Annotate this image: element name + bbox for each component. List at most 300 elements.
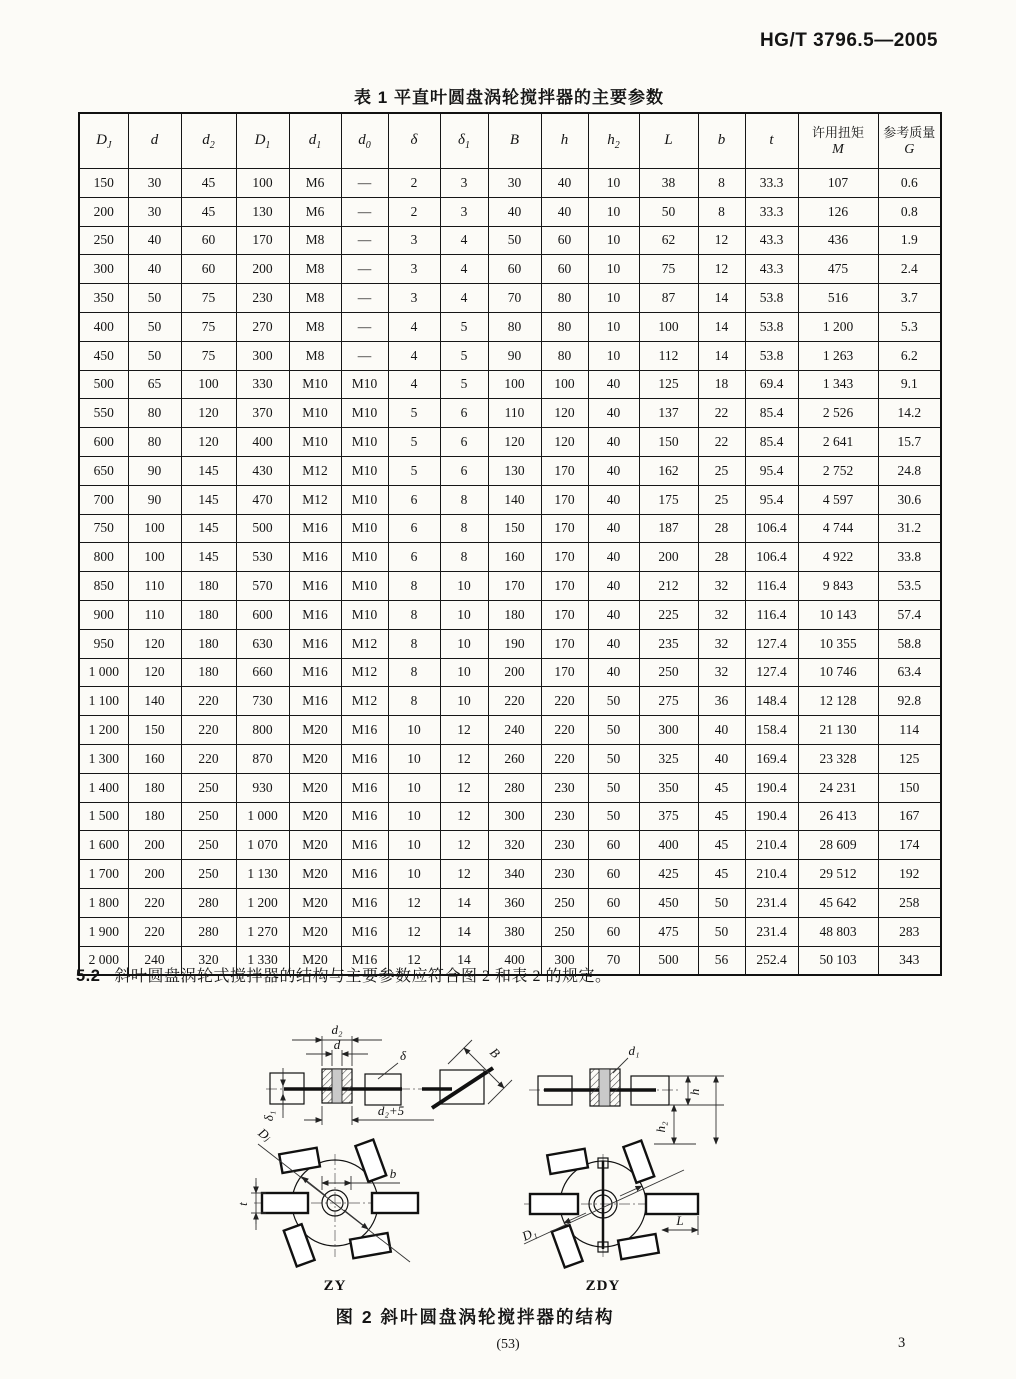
table-cell: 220 xyxy=(181,716,236,745)
table-cell: 170 xyxy=(541,629,588,658)
table-cell: 3.7 xyxy=(878,284,941,313)
table-cell: 280 xyxy=(181,917,236,946)
col-header-mass: 参考质量 G xyxy=(878,113,941,169)
table-cell: 9 843 xyxy=(798,572,878,601)
table-cell: 126 xyxy=(798,197,878,226)
table-cell: 4 xyxy=(440,226,488,255)
table-cell: 120 xyxy=(128,629,181,658)
table-cell: 50 xyxy=(588,744,639,773)
table-cell: 22 xyxy=(698,428,745,457)
table-cell: 200 xyxy=(639,543,698,572)
table-cell: 1.9 xyxy=(878,226,941,255)
table-cell: 10 143 xyxy=(798,600,878,629)
table-row xyxy=(79,169,941,198)
table-cell: 10 xyxy=(588,169,639,198)
table-cell: 10 xyxy=(588,284,639,313)
table-cell: 230 xyxy=(541,802,588,831)
table-cell: 258 xyxy=(878,888,941,917)
table-cell: M10 xyxy=(341,456,388,485)
table-cell: 25 xyxy=(698,456,745,485)
table-cell: 100 xyxy=(541,370,588,399)
table-row xyxy=(79,773,941,802)
table-cell: 32 xyxy=(698,572,745,601)
table-cell: M16 xyxy=(341,917,388,946)
table-row xyxy=(79,860,941,889)
table-cell: 6 xyxy=(388,543,440,572)
table-cell: M12 xyxy=(341,687,388,716)
table-cell: 10 xyxy=(588,255,639,284)
table-cell: 30.6 xyxy=(878,485,941,514)
table-cell: 50 xyxy=(128,312,181,341)
table-cell: 2 xyxy=(388,197,440,226)
table-cell: 192 xyxy=(878,860,941,889)
table-cell: M16 xyxy=(341,802,388,831)
table-cell: M16 xyxy=(341,946,388,975)
table-row xyxy=(79,917,941,946)
table-cell: 25 xyxy=(698,485,745,514)
table-cell: 4 xyxy=(440,255,488,284)
table-cell: 70 xyxy=(488,284,541,313)
table-cell: 50 xyxy=(698,888,745,917)
table-cell: 330 xyxy=(236,370,289,399)
table-cell: 240 xyxy=(488,716,541,745)
table-cell: 60 xyxy=(588,917,639,946)
table-cell: M10 xyxy=(289,399,341,428)
table-cell: 240 xyxy=(128,946,181,975)
table-cell: 200 xyxy=(128,831,181,860)
table-cell: 1 900 xyxy=(79,917,128,946)
table-cell: 270 xyxy=(236,312,289,341)
table-cell: 162 xyxy=(639,456,698,485)
table-cell: 530 xyxy=(236,543,289,572)
table-cell: M12 xyxy=(341,629,388,658)
parameters-table xyxy=(78,112,942,976)
table-cell: 40 xyxy=(541,169,588,198)
table-cell: M10 xyxy=(341,514,388,543)
table-cell: — xyxy=(341,341,388,370)
table-cell: 80 xyxy=(128,428,181,457)
table-cell: 14 xyxy=(440,888,488,917)
col-header-torque: 许用扭矩 M xyxy=(798,113,878,169)
table-cell: 450 xyxy=(639,888,698,917)
table-cell: 50 xyxy=(588,687,639,716)
table-cell: 180 xyxy=(488,600,541,629)
table-cell: — xyxy=(341,226,388,255)
blade-detail-view xyxy=(422,1040,512,1108)
table-cell: 516 xyxy=(798,284,878,313)
table-row xyxy=(79,514,941,543)
table-row xyxy=(79,399,941,428)
table-cell: 1 130 xyxy=(236,860,289,889)
table-cell: 3 xyxy=(388,255,440,284)
table-row xyxy=(79,197,941,226)
table-cell: M8 xyxy=(289,284,341,313)
table-cell: 400 xyxy=(236,428,289,457)
table-cell: 116.4 xyxy=(745,572,798,601)
table-cell: 8 xyxy=(440,543,488,572)
table-cell: M16 xyxy=(289,514,341,543)
table-cell: 10 xyxy=(388,831,440,860)
table-cell: M10 xyxy=(341,428,388,457)
table-cell: 170 xyxy=(488,572,541,601)
table-cell: 4 744 xyxy=(798,514,878,543)
table-cell: M6 xyxy=(289,169,341,198)
zdy-plan-view xyxy=(519,1134,698,1294)
col-header-d: d xyxy=(128,113,181,169)
table-cell: 1 100 xyxy=(79,687,128,716)
table-cell: 900 xyxy=(79,600,128,629)
table-cell: 436 xyxy=(798,226,878,255)
table-cell: 36 xyxy=(698,687,745,716)
dim-label-t: t xyxy=(235,1202,250,1206)
table-cell: M16 xyxy=(289,600,341,629)
table-cell: 187 xyxy=(639,514,698,543)
table-cell: 18 xyxy=(698,370,745,399)
table-row xyxy=(79,831,941,860)
table-cell: 112 xyxy=(639,341,698,370)
table-cell: 235 xyxy=(639,629,698,658)
table-cell: 190.4 xyxy=(745,802,798,831)
col-header-t: t xyxy=(745,113,798,169)
table-cell: 80 xyxy=(128,399,181,428)
table-cell: 60 xyxy=(181,255,236,284)
table-cell: 300 xyxy=(639,716,698,745)
table-cell: 250 xyxy=(639,658,698,687)
table-cell: 350 xyxy=(79,284,128,313)
table-cell: 1 330 xyxy=(236,946,289,975)
table-cell: M16 xyxy=(341,744,388,773)
table-cell: 400 xyxy=(79,312,128,341)
table-cell: — xyxy=(341,255,388,284)
table-cell: 33.3 xyxy=(745,169,798,198)
table-cell: 8 xyxy=(388,600,440,629)
table-cell: 45 xyxy=(181,169,236,198)
table-cell: 60 xyxy=(488,255,541,284)
col-header-b: b xyxy=(698,113,745,169)
table-cell: 145 xyxy=(181,456,236,485)
table-cell: 6 xyxy=(388,485,440,514)
table-cell: 230 xyxy=(541,773,588,802)
table-cell: 12 xyxy=(440,860,488,889)
table-cell: 40 xyxy=(488,197,541,226)
table-cell: 22 xyxy=(698,399,745,428)
table-cell: 10 xyxy=(440,600,488,629)
table-cell: 100 xyxy=(236,169,289,198)
table-cell: 500 xyxy=(236,514,289,543)
table-cell: M16 xyxy=(341,773,388,802)
table-cell: 231.4 xyxy=(745,917,798,946)
table-cell: 5 xyxy=(388,428,440,457)
table-row xyxy=(79,485,941,514)
table-cell: 1 200 xyxy=(79,716,128,745)
table-cell: M16 xyxy=(341,831,388,860)
table-cell: 120 xyxy=(181,428,236,457)
section-text: 斜叶圆盘涡轮式搅拌器的结构与主要参数应符合图 2 和表 2 的规定。 xyxy=(114,968,612,985)
table-cell: 12 xyxy=(440,716,488,745)
table-cell: 10 xyxy=(588,226,639,255)
table-cell: 110 xyxy=(128,572,181,601)
table-cell: 212 xyxy=(639,572,698,601)
table-cell: 3 xyxy=(440,197,488,226)
table-cell: 30 xyxy=(128,197,181,226)
table-cell: 10 xyxy=(440,629,488,658)
table-cell: 160 xyxy=(488,543,541,572)
table-cell: 190.4 xyxy=(745,773,798,802)
table-cell: 660 xyxy=(236,658,289,687)
header-row xyxy=(79,113,941,169)
table-cell: 50 xyxy=(488,226,541,255)
table-cell: 2 xyxy=(388,169,440,198)
table-cell: 180 xyxy=(181,658,236,687)
table-cell: 6 xyxy=(440,428,488,457)
zdy-label: ZDY xyxy=(585,1278,621,1294)
col-header-delta: δ xyxy=(388,113,440,169)
table-cell: 14 xyxy=(698,312,745,341)
table-cell: 730 xyxy=(236,687,289,716)
table-cell: 80 xyxy=(541,341,588,370)
table-cell: 120 xyxy=(128,658,181,687)
table-cell: 29 512 xyxy=(798,860,878,889)
table-cell: 40 xyxy=(588,514,639,543)
table-cell: 10 xyxy=(388,802,440,831)
table-cell: 116.4 xyxy=(745,600,798,629)
figure2-caption: 图 2 斜叶圆盘涡轮搅拌器的结构 xyxy=(335,1307,615,1327)
table-cell: 10 xyxy=(588,197,639,226)
table-row xyxy=(79,629,941,658)
page-number: 3 xyxy=(898,1335,906,1351)
table-cell: M10 xyxy=(341,600,388,629)
table-cell: 69.4 xyxy=(745,370,798,399)
table-cell: 200 xyxy=(128,860,181,889)
table-cell: 65 xyxy=(128,370,181,399)
table-cell: 12 xyxy=(440,831,488,860)
table-cell: 650 xyxy=(79,456,128,485)
table-cell: 425 xyxy=(639,860,698,889)
table-cell: 320 xyxy=(488,831,541,860)
table-cell: 252.4 xyxy=(745,946,798,975)
table-cell: 600 xyxy=(236,600,289,629)
table-cell: 95.4 xyxy=(745,485,798,514)
table-cell: M16 xyxy=(289,687,341,716)
table-cell: 43.3 xyxy=(745,226,798,255)
table-cell: 31.2 xyxy=(878,514,941,543)
table-cell: 380 xyxy=(488,917,541,946)
table-cell: 600 xyxy=(79,428,128,457)
table-cell: 4 xyxy=(440,284,488,313)
table-cell: 87 xyxy=(639,284,698,313)
table-cell: 260 xyxy=(488,744,541,773)
table-cell: 30 xyxy=(488,169,541,198)
table-cell: 750 xyxy=(79,514,128,543)
table-cell: 21 130 xyxy=(798,716,878,745)
table-row xyxy=(79,888,941,917)
table-cell: M8 xyxy=(289,341,341,370)
table-cell: 12 xyxy=(388,946,440,975)
dim-label-d2plus5: d₂+5 xyxy=(377,1103,405,1118)
table-cell: 10 xyxy=(388,744,440,773)
table-cell: 8 xyxy=(698,197,745,226)
table-cell: 320 xyxy=(181,946,236,975)
table-cell: 180 xyxy=(181,600,236,629)
dim-label-h: h xyxy=(687,1088,702,1096)
table-cell: 10 xyxy=(388,773,440,802)
table-cell: M10 xyxy=(341,572,388,601)
table-cell: — xyxy=(341,284,388,313)
table-cell: 38 xyxy=(639,169,698,198)
table-cell: 80 xyxy=(488,312,541,341)
table-cell: 230 xyxy=(541,860,588,889)
table-cell: 75 xyxy=(181,341,236,370)
table-cell: 90 xyxy=(128,456,181,485)
table-cell: 400 xyxy=(639,831,698,860)
table-cell: 40 xyxy=(541,197,588,226)
table-row xyxy=(79,802,941,831)
table-cell: 63.4 xyxy=(878,658,941,687)
table-cell: 40 xyxy=(588,629,639,658)
table-cell: 40 xyxy=(588,370,639,399)
dim-label-B: B xyxy=(487,1044,504,1061)
section-number: 5.2 xyxy=(76,967,101,985)
table-cell: 250 xyxy=(181,802,236,831)
table-cell: 32 xyxy=(698,629,745,658)
table-cell: 50 xyxy=(639,197,698,226)
table-cell: 10 xyxy=(588,341,639,370)
table-cell: 90 xyxy=(128,485,181,514)
table-cell: 140 xyxy=(488,485,541,514)
table-cell: 220 xyxy=(541,716,588,745)
table-cell: 2 526 xyxy=(798,399,878,428)
table-cell: 8 xyxy=(388,572,440,601)
dim-label-delta1: δ₁ xyxy=(261,1110,276,1122)
table-cell: 24 231 xyxy=(798,773,878,802)
table-cell: 50 xyxy=(698,917,745,946)
table-cell: 80 xyxy=(541,284,588,313)
table-cell: M16 xyxy=(289,629,341,658)
table-cell: 140 xyxy=(128,687,181,716)
table-cell: 53.5 xyxy=(878,572,941,601)
table-cell: 300 xyxy=(236,341,289,370)
table-cell: 180 xyxy=(128,773,181,802)
table-body xyxy=(79,169,941,976)
col-header-delta1: $\delta_1$ xyxy=(440,113,488,169)
table-cell: 8 xyxy=(388,687,440,716)
table-cell: 4 922 xyxy=(798,543,878,572)
table-cell: 5 xyxy=(440,341,488,370)
table-cell: 300 xyxy=(488,802,541,831)
table-cell: 26 413 xyxy=(798,802,878,831)
table-cell: 230 xyxy=(236,284,289,313)
table-row xyxy=(79,600,941,629)
table-cell: 8 xyxy=(440,514,488,543)
table-cell: 200 xyxy=(236,255,289,284)
table-cell: M20 xyxy=(289,860,341,889)
table-cell: M12 xyxy=(341,658,388,687)
table-cell: 475 xyxy=(798,255,878,284)
table-cell: 1 263 xyxy=(798,341,878,370)
table-cell: 700 xyxy=(79,485,128,514)
table-cell: 120 xyxy=(488,428,541,457)
table-cell: 60 xyxy=(588,831,639,860)
table-cell: M20 xyxy=(289,831,341,860)
table-cell: 300 xyxy=(79,255,128,284)
zy-label: ZY xyxy=(323,1278,347,1294)
table-cell: 100 xyxy=(181,370,236,399)
table-cell: 169.4 xyxy=(745,744,798,773)
table-row xyxy=(79,284,941,313)
table-cell: 250 xyxy=(541,917,588,946)
table-cell: 1 000 xyxy=(79,658,128,687)
table-row xyxy=(79,572,941,601)
table-cell: 220 xyxy=(541,744,588,773)
table-cell: 45 642 xyxy=(798,888,878,917)
table-cell: 4 xyxy=(388,370,440,399)
table-cell: 145 xyxy=(181,543,236,572)
table-cell: M10 xyxy=(289,370,341,399)
col-header-B: B xyxy=(488,113,541,169)
dim-label-delta: δ xyxy=(399,1048,407,1063)
table-cell: 325 xyxy=(639,744,698,773)
table-cell: 12 xyxy=(440,744,488,773)
table-cell: 570 xyxy=(236,572,289,601)
table-cell: 137 xyxy=(639,399,698,428)
table-cell: 28 xyxy=(698,543,745,572)
table1-title: 表 1 平直叶圆盘涡轮搅拌器的主要参数 xyxy=(354,88,664,107)
table-cell: 1 600 xyxy=(79,831,128,860)
table-cell: 3 xyxy=(440,169,488,198)
table-cell: 343 xyxy=(878,946,941,975)
table-cell: M8 xyxy=(289,312,341,341)
zy-plan-view xyxy=(235,1124,418,1294)
table-cell: 28 xyxy=(698,514,745,543)
table-cell: 2 752 xyxy=(798,456,878,485)
standard-number: HG/T 3796.5—2005 xyxy=(759,30,938,51)
zdy-side-view xyxy=(529,1043,724,1144)
table-cell: M12 xyxy=(289,485,341,514)
table-cell: M8 xyxy=(289,226,341,255)
table-cell: 6.2 xyxy=(878,341,941,370)
table-cell: 170 xyxy=(541,485,588,514)
table-cell: 6 xyxy=(440,399,488,428)
col-header-d2: $d_2$ xyxy=(181,113,236,169)
table-cell: M16 xyxy=(289,572,341,601)
table-cell: 210.4 xyxy=(745,860,798,889)
table-cell: 8 xyxy=(698,169,745,198)
table-cell: 220 xyxy=(488,687,541,716)
table-cell: 5 xyxy=(388,399,440,428)
table-cell: 1 800 xyxy=(79,888,128,917)
table-cell: 950 xyxy=(79,629,128,658)
table-cell: 1 400 xyxy=(79,773,128,802)
table-cell: 14 xyxy=(440,946,488,975)
table-cell: 45 xyxy=(698,802,745,831)
table-cell: 40 xyxy=(588,485,639,514)
dim-label-DJ: Dⱼ xyxy=(255,1124,274,1144)
table-cell: 450 xyxy=(79,341,128,370)
table-cell: 8 xyxy=(388,629,440,658)
table-cell: 2.4 xyxy=(878,255,941,284)
table-cell: 3 xyxy=(388,284,440,313)
table-cell: 850 xyxy=(79,572,128,601)
table-cell: 106.4 xyxy=(745,514,798,543)
table-cell: 930 xyxy=(236,773,289,802)
table-cell: 375 xyxy=(639,802,698,831)
table-cell: M20 xyxy=(289,773,341,802)
table-cell: — xyxy=(341,197,388,226)
table-cell: 170 xyxy=(541,600,588,629)
table-cell: M16 xyxy=(289,658,341,687)
col-header-d1: $d_1$ xyxy=(289,113,341,169)
table-row xyxy=(79,456,941,485)
